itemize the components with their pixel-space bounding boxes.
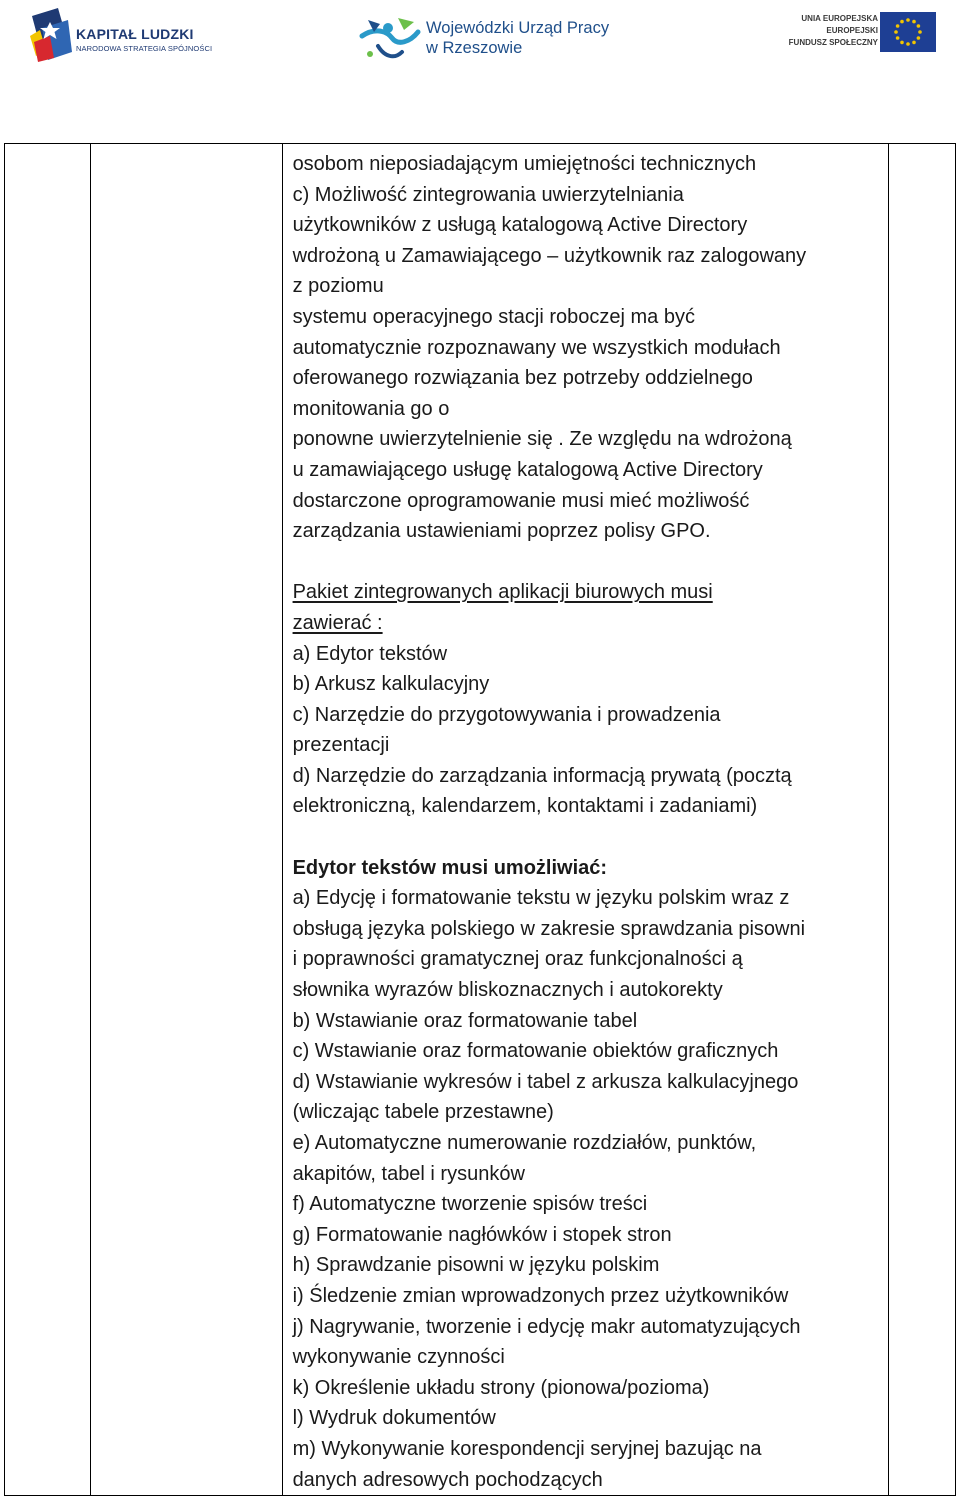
text-line: m) Wykonywanie korespondencji seryjnej bazując na [292,1437,762,1460]
office-suite-heading: Pakiet zintegrowanych aplikacji biurowych musi [292,581,713,604]
eu-fund-text [789,13,878,49]
text-line: monitowania go o [292,397,450,420]
text-line: ponowne uwierzytelnienie się . Ze względu na wdrożoną [292,428,792,451]
text-line: c) Wstawianie oraz formatowanie obiektów graficznych [292,1040,779,1063]
wup-name-line2: w Rzeszowie [426,39,523,57]
table-cell-description [282,144,888,1496]
text-line: a) Edycję i formatowanie tekstu w języku polskim wraz z [292,887,790,910]
text-line: użytkowników z usługą katalogową Active Directory [292,214,748,237]
text-line: elektroniczną, kalendarzem, kontaktami i zadaniami) [292,795,758,818]
text-line: a) Edytor tekstów [292,642,448,665]
text-line: osobom nieposiadającym umiejętności technicznych [292,153,757,175]
text-line: danych adresowych pochodzących [292,1468,603,1491]
table-row [5,144,956,1496]
kapital-ludzki-emblem-icon [28,6,74,64]
text-line: z poziomu [292,275,384,298]
text-line: automatycznie rozpoznawany we wszystkich modułach [292,336,781,359]
text-line: wdrożoną u Zamawiającego – użytkownik raz zalogowany [292,244,807,267]
text-line: wykonywanie czynności [292,1346,505,1369]
text-line: zarządzania ustawieniami poprzez polisy GPO. [292,520,711,543]
text-line: dostarczone oprogramowanie musi mieć możliwość [292,489,750,512]
text-line: d) Narzędzie do zarządzania informacją prywatą (pocztą [292,764,792,787]
text-line: i) Śledzenie zmian wprowadzonych przez użytkowników [292,1284,789,1307]
specification-table [4,143,956,1496]
page-header [0,0,960,70]
eu-fund-logo [784,10,938,54]
text-line: f) Automatyczne tworzenie spisów treści [292,1193,648,1216]
text-line: i poprawności gramatycznej oraz funkcjonalności ą [292,948,743,971]
office-suite-heading-cont: zawierać : [292,611,383,634]
text-line: oferowanego rozwiązania bez potrzeby oddzielnego [292,367,753,390]
text-line: b) Arkusz kalkulacyjny [292,673,490,696]
eu-line-1: UNIA EUROPEJSKA [801,14,878,23]
table-cell-lp [5,144,91,1496]
text-line: d) Wstawianie wykresów i tabel z arkusza kalkulacyjnego [292,1070,799,1093]
text-line: słownika wyrazów bliskoznacznych i autokorekty [292,979,723,1002]
text-line: e) Automatyczne numerowanie rozdziałów, punktów, [292,1132,757,1154]
text-line: prezentacji [292,734,390,757]
eu-line-2: EUROPEJSKI [826,26,878,35]
text-line: obsługą języka polskiego w zakresie sprawdzania pisowni [292,917,806,940]
text-line: systemu operacyjnego stacji roboczej ma być [292,305,695,328]
text-line: c) Narzędzie do przygotowywania i prowadzenia [292,703,721,726]
kapital-ludzki-title: KAPITAŁ LUDZKI [76,26,194,42]
wup-rzeszow-logo [358,8,618,64]
eu-line-3: FUNDUSZ SPOŁECZNY [788,38,878,47]
table-cell-name [91,144,282,1496]
wup-emblem-icon [358,12,422,64]
paragraph-gap [293,547,882,578]
paragraph-gap [293,822,882,853]
text-line: k) Określenie układu strony (pionowa/pozioma) [292,1376,710,1399]
eu-flag-icon [880,12,936,52]
text-line: u zamawiającego usługę katalogową Active Directory [292,458,763,481]
kapital-ludzki-logo [28,6,213,64]
text-line: (wliczając tabele przestawne) [292,1101,554,1124]
description-text [283,144,888,1495]
text-line: akapitów, tabel i rysunków [292,1162,525,1185]
table-cell-remarks [888,144,955,1496]
text-editor-heading: Edytor tekstów musi umożliwiać: [292,856,608,879]
wup-name-line1: Wojewódzki Urząd Pracy [426,19,610,37]
text-line: l) Wydruk dokumentów [292,1407,496,1430]
kapital-ludzki-subtitle: NARODOWA STRATEGIA SPÓJNOŚCI [76,44,213,53]
text-line: j) Nagrywanie, tworzenie i edycję makr automatyzujących [292,1315,801,1338]
text-line: g) Formatowanie nagłówków i stopek stron [292,1223,672,1246]
text-line: b) Wstawianie oraz formatowanie tabel [292,1009,638,1032]
text-line: h) Sprawdzanie pisowni w języku polskim [292,1254,660,1277]
text-line: c) Możliwość zintegrowania uwierzytelniania [292,183,684,206]
